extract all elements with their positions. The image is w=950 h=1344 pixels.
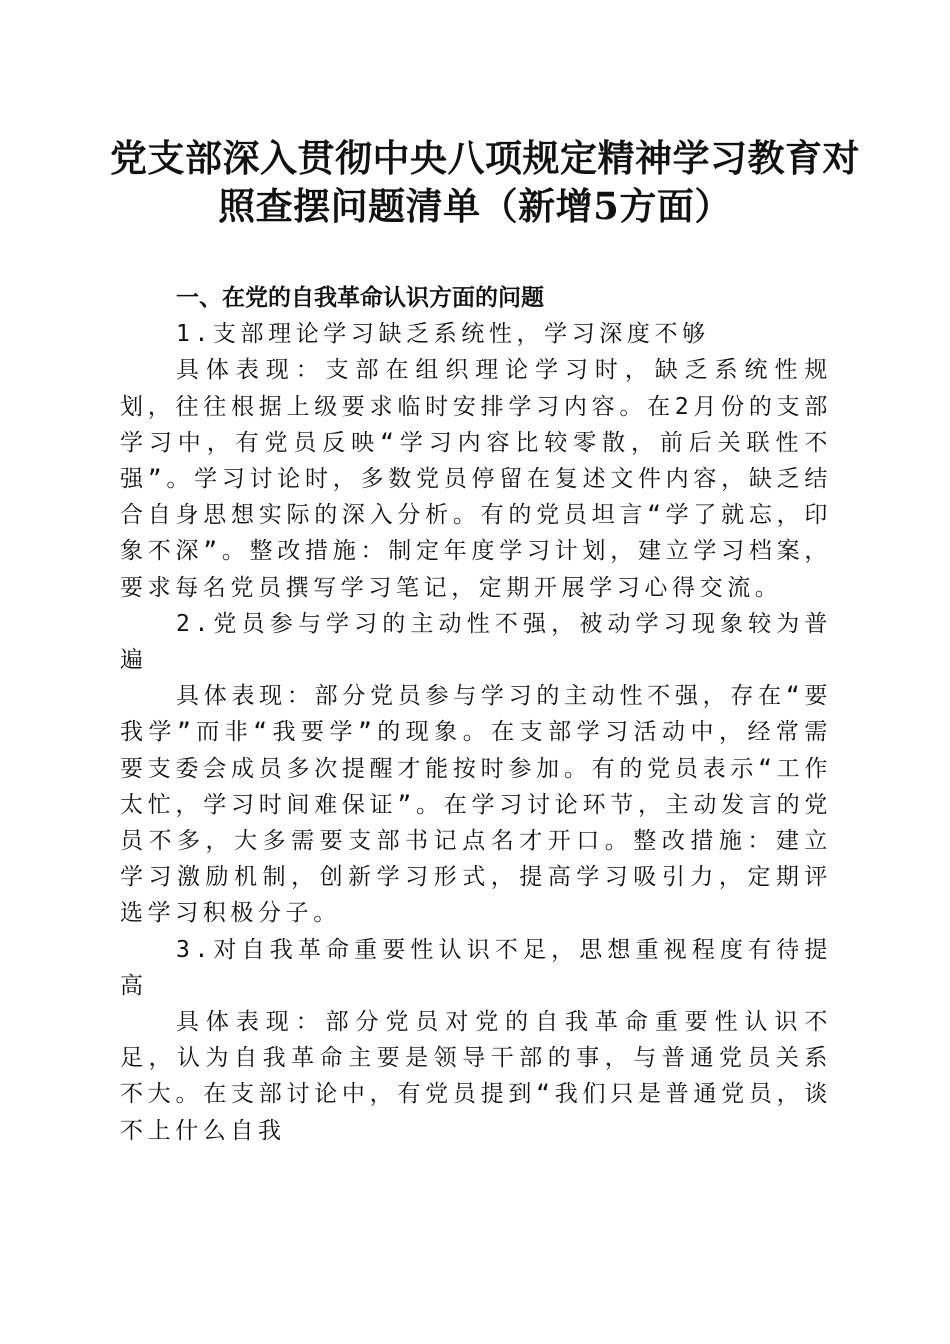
title-line-2: 照查摆问题清单（新增5方面） [218,184,732,228]
item-3-heading: 3.对自我革命重要性认识不足，思想重视程度有待提高 [120,936,832,999]
title-line-1: 党支部深入贯彻中央八项规定精神学习教育对 [110,136,860,180]
section-heading: 一、在党的自我革命认识方面的问题 [176,285,544,311]
item-1-body: 具体表现：支部在组织理论学习时，缺乏系统性规划，往往根据上级要求临时安排学习内容。在2月份的支部学习中，有党员反映“学习内容比较零散，前后关联性不强”。学习讨论时，多数党员停留在复述文件内容，缺乏结合自身思想实际的深入分析。有的党员坦言“学了就忘，印象不深”。整改措施：制定年度学习计划，建立学习档案，要求每名党员撰写学习笔记，定期开展学习心得交流。 [120,357,832,601]
item-2-heading: 2.党员参与学习的主动性不强，被动学习现象较为普遍 [120,610,832,674]
item-1-heading: 1.支部理论学习缺乏系统性，学习深度不够 [176,321,710,348]
document-body [120,280,832,1149]
document-title [110,134,860,230]
item-2-body: 具体表现：部分党员参与学习的主动性不强，存在“要我学”而非“我要学”的现象。在支部学习活动中，经常需要支委会成员多次提醒才能按时参加。有的党员表示“工作太忙，学习时间难保证”。在学习讨论环节，主动发言的党员不多，大多需要支部书记点名才开口。整改措施：建立学习激励机制，创新学习形式，提高学习吸引力，定期评选学习积极分子。 [120,683,832,927]
item-3-body: 具体表现：部分党员对党的自我革命重要性认识不足，认为自我革命主要是领导干部的事，与普通党员关系不大。在支部讨论中，有党员提到“我们只是普通党员，谈不上什么自我 [120,1009,832,1144]
